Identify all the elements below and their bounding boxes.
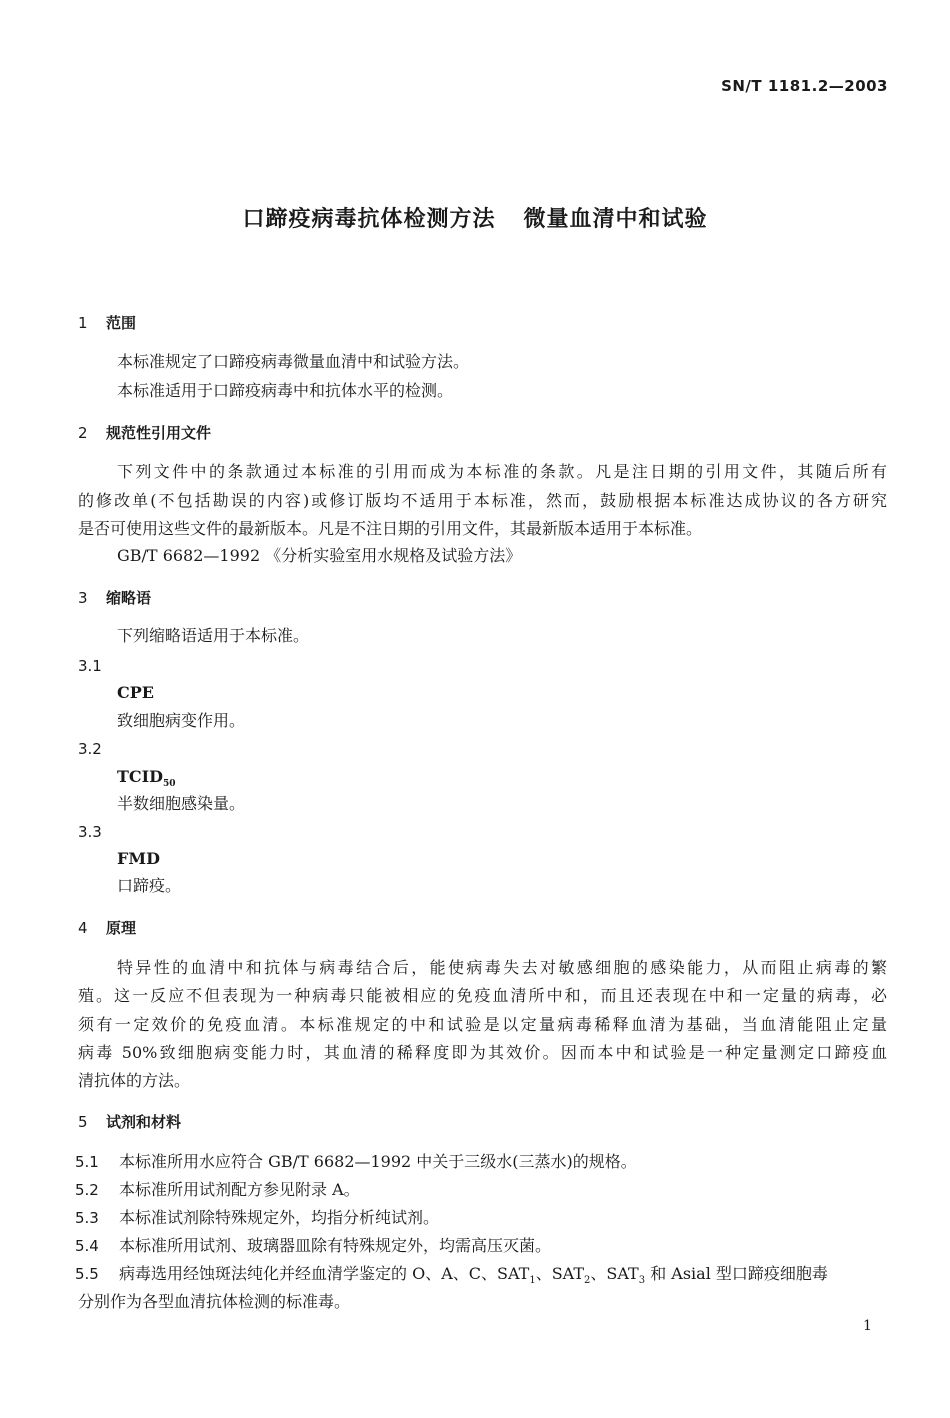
section-4-heading: 4 原理 [78, 919, 137, 937]
section-4-line-4: 病毒 50%致细胞病变能力时，其血清的稀释度即为其效价。因而本中和试验是一种定量测定口蹄疫血 [78, 1043, 887, 1062]
term-3-1: CPE [117, 683, 154, 702]
item-5-3: 5.3 本标准试剂除特殊规定外，均指分析纯试剂。 [75, 1208, 440, 1227]
term-3-2: $TCID_{50}$ [117, 767, 176, 790]
term-3-3: FMD [117, 849, 160, 868]
term-3-2-definition: 半数细胞感染量。 [117, 794, 246, 813]
section-4-line-1: 特异性的血清中和抗体与病毒结合后，能使病毒失去对敏感细胞的感染能力，从而阻止病毒的繁 [117, 958, 887, 977]
title-sub: 微量血清中和试验 [523, 207, 708, 232]
section-4-line-2: 殖。这一反应不但表现为一种病毒只能被相应的免疫血清所中和，而且还表现在中和一定量的病毒，必 [78, 986, 887, 1005]
term-3-3-definition: 口蹄疫。 [117, 876, 182, 895]
section-3-intro: 下列缩略语适用于本标准。 [117, 626, 310, 645]
term-3-1-definition: 致细胞病变作用。 [117, 711, 246, 730]
page-number: 1 [863, 1318, 872, 1334]
document-title [0, 202, 950, 233]
section-4-line-3: 须有一定效价的免疫血清。本标准规定的中和试验是以定量病毒稀释血清为基础，当血清能阻止定量 [78, 1015, 887, 1034]
section-3-heading: 3 缩略语 [78, 589, 152, 607]
section-1-paragraph-2: 本标准适用于口蹄疫病毒中和抗体水平的检测。 [117, 381, 454, 400]
section-1-paragraph-1: 本标准规定了口蹄疫病毒微量血清中和试验方法。 [117, 352, 470, 371]
item-5-2: 5.2 本标准所用试剂配方参见附录 A。 [75, 1180, 360, 1199]
section-2-reference: GB/T 6682—1992 《分析实验室用水规格及试验方法》 [117, 546, 522, 565]
section-2-line-1: 下列文件中的条款通过本标准的引用而成为本标准的条款。凡是注日期的引用文件，其随后所有 [117, 462, 887, 481]
item-5-5: 5.5 病毒选用经蚀斑法纯化并经血清学鉴定的 O、A、C、$SAT_1$、$SAT_2$、$SAT_3$ 和 Asial 型口蹄疫细胞毒 [75, 1264, 828, 1287]
section-2-line-2: 的修改单(不包括勘误的内容)或修订版均不适用于本标准，然而，鼓励根据本标准达成协议的各方研究 [78, 491, 887, 510]
section-5-heading: 5 试剂和材料 [78, 1113, 182, 1131]
section-1-heading: 1 范围 [78, 314, 137, 332]
item-5-5-line-2: 分别作为各型血清抗体检测的标准毒。 [78, 1292, 351, 1311]
standard-code: SN/T 1181.2—2003 [721, 77, 888, 95]
item-5-4: 5.4 本标准所用试剂、玻璃器皿除有特殊规定外，均需高压灭菌。 [75, 1236, 552, 1255]
term-3-2-number: 3.2 [78, 740, 102, 758]
section-2-line-3: 是否可使用这些文件的最新版本。凡是不注日期的引用文件，其最新版本适用于本标准。 [78, 519, 703, 538]
section-2-heading: 2 规范性引用文件 [78, 424, 212, 442]
title-main: 口蹄疫病毒抗体检测方法 [242, 207, 496, 232]
term-3-3-number: 3.3 [78, 823, 102, 841]
section-4-line-5: 清抗体的方法。 [78, 1071, 191, 1090]
item-5-1: 5.1 本标准所用水应符合 GB/T 6682—1992 中关于三级水(三蒸水)的规格。 [75, 1152, 637, 1171]
term-3-1-number: 3.1 [78, 657, 102, 675]
